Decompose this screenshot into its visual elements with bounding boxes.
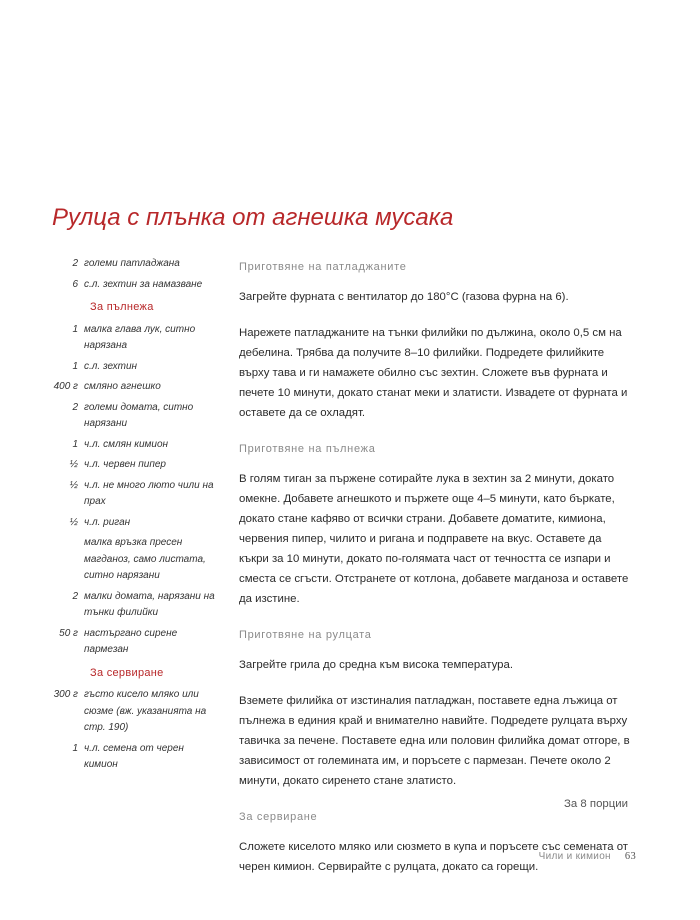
ingredients-list xyxy=(40,256,220,778)
ingredient-quantity: 300 г xyxy=(53,689,78,700)
method-paragraph: Загрейте фурната с вентилатор до 180°C (газова фурна на 6). xyxy=(239,291,569,303)
ingredient-name: ч.л. смлян кимион xyxy=(84,438,169,450)
ingredient-name: настъргано сирене пармезан xyxy=(84,627,178,655)
ingredient-quantity: 6 xyxy=(72,278,78,290)
ingredient-name: малка връзка пресен магданоз, само листата, ситно нарязани xyxy=(84,537,206,581)
method-paragraph: Сложете киселото мляко или сюзмето в купа и поръсете със семената от черен кимион. Сервирайте с рулцата, докато са горещи. xyxy=(239,841,628,873)
ingredient-quantity: 1 xyxy=(72,360,78,372)
ingredient-item xyxy=(40,478,220,511)
serving-heading: За сервиране xyxy=(90,666,164,679)
ingredient-quantity: ½ xyxy=(69,516,78,528)
ingredient-item xyxy=(40,277,220,294)
method-paragraph: Нарежете патладжаните на тънки филийки по дължина, около 0,5 см на дебелина. Трябва да получите 8–10 филийки. Подредете филийките върху тава и ги намажете обилно със зехтин. Сложете във фурната и печете 10 минути, докато станат меки и златисти. Извадете от фурната и оставете да се охладят. xyxy=(239,327,628,419)
ingredient-quantity: 400 г xyxy=(53,381,78,392)
chapter-name: Чили и кимион xyxy=(538,851,611,862)
ingredient-quantity: 1 xyxy=(72,323,78,335)
ingredient-name: ч.л. не много люто чили на прах xyxy=(84,479,214,507)
page-footer xyxy=(440,851,636,862)
ingredient-quantity: 2 xyxy=(72,401,78,413)
ingredient-name: малка глава лук, ситно нарязана xyxy=(84,323,196,351)
method-paragraph: В голям тиган за пържене сотирайте лука в зехтин за 2 минути, докато омекне. Добавете агнешкото и пържете още 4–5 минути, като бъркате, докато стане кафяво от всички страни. Добавете доматите, кимиона, червения пипер, чилито и ригана и подправете на вкус. Оставете да къкри за 10 минути, докато по-голямата част от течността се изпари и сместа се сгъсти. Отстранете от котлона, добавете магданоза и оставете да изстине. xyxy=(239,473,629,605)
ingredient-name: смляно агнешко xyxy=(84,381,161,392)
ingredient-quantity: 2 xyxy=(72,590,78,602)
ingredient-quantity: ½ xyxy=(69,459,78,470)
filling-heading: За пълнежа xyxy=(90,301,154,313)
ingredient-item xyxy=(40,457,220,474)
page-number: 63 xyxy=(624,851,636,862)
ingredient-name: ч.л. червен пипер xyxy=(84,459,166,470)
ingredient-name: гъсто кисело мляко или сюзме (вж. указанията на стр. 190) xyxy=(84,689,207,733)
ingredient-name: големи домата, ситно нарязани xyxy=(84,401,194,429)
ingredient-item xyxy=(40,589,220,622)
ingredient-item xyxy=(40,741,220,774)
ingredient-item xyxy=(40,400,220,433)
ingredient-item xyxy=(40,379,220,396)
section-heading-rolls: Приготвяне на рулцата xyxy=(239,629,372,641)
ingredient-item xyxy=(40,687,220,737)
method-paragraph: Вземете филийка от изстиналия патладжан, поставете една лъжица от пълнежа в единия край и внимателно навийте. Подредете рулцата върху тавичка за печене. Поставете една или половин филийка домат отгоре, в зависимост от големината им, и поръсете с пармезан. Печете около 2 минути, докато сиренето стане златисто. xyxy=(239,695,630,787)
ingredient-item xyxy=(40,437,220,454)
section-heading-filling: Приготвяне на пълнежа xyxy=(239,443,376,455)
ingredient-quantity: 1 xyxy=(72,438,78,450)
recipe-title: Рулца с плънка от агнешка мусака xyxy=(52,204,454,231)
ingredient-item xyxy=(40,515,220,532)
ingredient-quantity: 2 xyxy=(72,258,78,269)
ingredient-name: големи патладжана xyxy=(84,258,180,269)
ingredient-item xyxy=(40,256,220,273)
ingredient-item xyxy=(40,359,220,376)
ingredient-name: ч.л. семена от черен кимион xyxy=(84,742,184,770)
ingredient-name: с.л. зехтин xyxy=(84,360,138,372)
ingredient-name: малки домата, нарязани на тънки филийки xyxy=(84,590,215,618)
section-heading-eggplants: Приготвяне на патладжаните xyxy=(239,261,407,273)
ingredient-name: с.л. зехтин за намазване xyxy=(84,278,203,290)
ingredient-item xyxy=(40,535,220,585)
ingredient-quantity: 1 xyxy=(72,742,78,754)
ingredient-name: ч.л. риган xyxy=(84,516,131,528)
ingredient-quantity xyxy=(40,535,84,585)
method-paragraph: Загрейте грила до средна към висока температура. xyxy=(239,659,514,671)
ingredient-quantity: ½ xyxy=(69,479,78,491)
ingredient-item xyxy=(40,322,220,355)
section-heading-serving: За сервиране xyxy=(239,811,318,823)
serves-note: За 8 порции xyxy=(564,798,628,810)
ingredient-quantity: 50 г xyxy=(59,627,78,639)
ingredient-item xyxy=(40,626,220,659)
